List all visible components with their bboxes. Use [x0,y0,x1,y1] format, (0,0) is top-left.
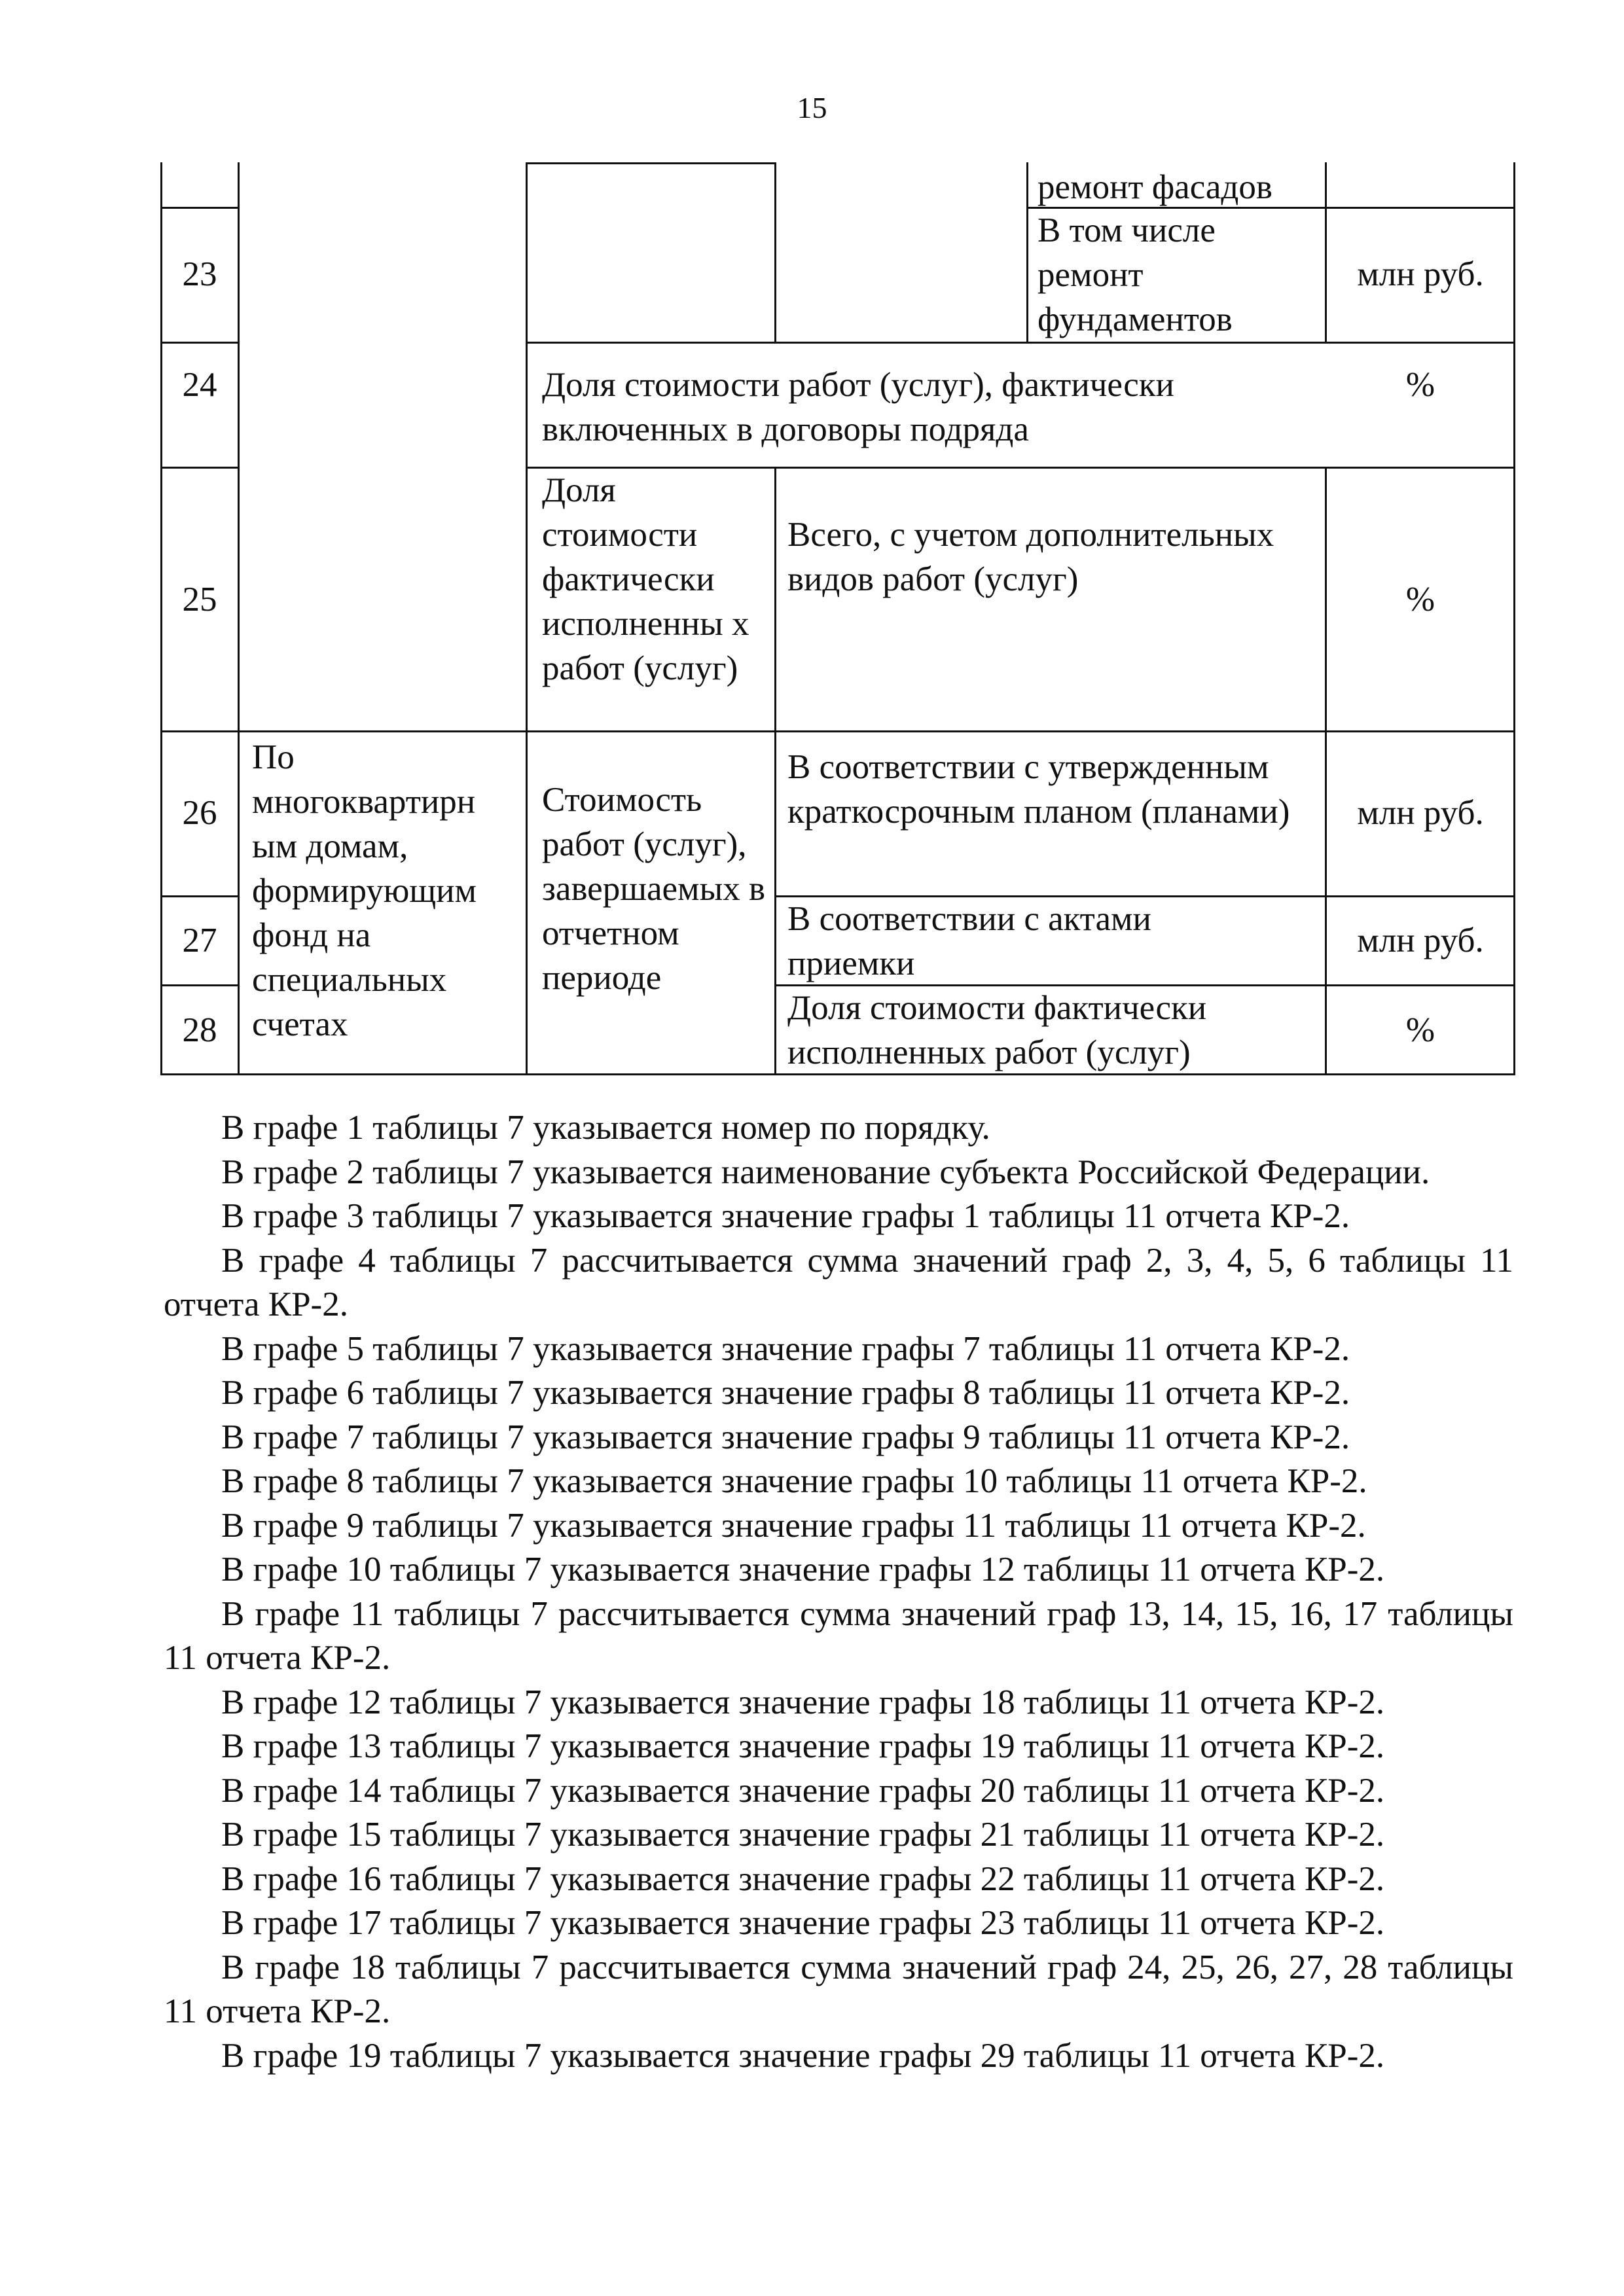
row-25-unit: % [1405,581,1435,619]
paragraph: В графе 11 таблицы 7 рассчитывается сумма значений граф 13, 14, 15, 16, 17 таблицы 11 отчета КР-2. [164,1594,1513,1677]
table-line [160,895,239,897]
page-number: 15 [797,91,827,124]
row-24-text: Доля стоимости работ (услуг), фактически включенных в договоры подряда [542,366,1174,448]
paragraph: В графе 8 таблицы 7 указывается значение графы 10 таблицы 11 отчета КР-2. [221,1462,1367,1500]
paragraph: В графе 13 таблицы 7 указывается значение графы 19 таблицы 11 отчета КР-2. [221,1727,1385,1765]
row-27-number: 27 [182,922,217,960]
row-23-text: В том числе ремонт фундаментов [1038,211,1233,338]
cell-completed-cost: Стоимость работ (услуг), завершаемых в отчетном периоде [542,781,765,997]
table-line [774,162,776,342]
paragraph: В графе 17 таблицы 7 указывается значение графы 23 таблицы 11 отчета КР-2. [221,1904,1385,1942]
cell-facade-repair: ремонт фасадов [1038,168,1272,206]
paragraph: В графе 10 таблицы 7 указывается значение графы 12 таблицы 11 отчета КР-2. [221,1551,1385,1588]
paragraph: В графе 2 таблицы 7 указывается наименование субъекта Российской Федерации. [221,1153,1430,1191]
table-line [527,162,776,164]
body-text [164,1106,1513,2078]
row-25-text: Всего, с учетом дополнительных видов работ (услуг) [787,516,1274,598]
row-26-text: В соответствии с утвержденным краткосрочным планом (планами) [787,748,1290,831]
paragraph: В графе 7 таблицы 7 указывается значение графы 9 таблицы 11 отчета КР-2. [221,1418,1350,1456]
paragraph: В графе 16 таблицы 7 указывается значение графы 22 таблицы 11 отчета КР-2. [221,1859,1385,1898]
table-line [160,730,1515,732]
paragraph: В графе 19 таблицы 7 указывается значение графы 29 таблицы 11 отчета КР-2. [221,2036,1385,2075]
table-line [160,207,239,209]
paragraph: В графе 1 таблицы 7 указывается номер по порядку. [221,1109,990,1147]
paragraph: В графе 9 таблицы 7 указывается значение графы 11 таблицы 11 отчета КР-2. [221,1506,1366,1545]
row-27-text: В соответствии с актами приемки [787,900,1151,982]
paragraph: В графе 6 таблицы 7 указывается значение графы 8 таблицы 11 отчета КР-2. [221,1374,1350,1412]
paragraph: В графе 15 таблицы 7 указывается значение графы 21 таблицы 11 отчета КР-2. [221,1816,1385,1854]
paragraph: В графе 14 таблицы 7 указывается значение графы 20 таблицы 11 отчета КР-2. [221,1771,1385,1810]
row-27-unit: млн руб. [1357,922,1484,960]
paragraph: В графе 4 таблицы 7 рассчитывается сумма значений граф 2, 3, 4, 5, 6 таблицы 11 отчета КР-2. [164,1241,1513,1323]
paragraph: В графе 3 таблицы 7 указывается значение графы 1 таблицы 11 отчета КР-2. [221,1197,1350,1235]
table-line [160,467,239,469]
table-line [1325,467,1327,1075]
table-line [160,342,239,344]
indicators-table [160,162,1515,1075]
row-26-number: 26 [182,794,217,832]
paragraph: В графе 5 таблицы 7 указывается значение графы 7 таблицы 11 отчета КР-2. [221,1329,1350,1368]
table-line [527,342,1515,344]
row-24-number: 24 [182,366,217,404]
row-25-group: Доля стоимости фактически исполненны х работ (услуг) [542,471,749,687]
row-23-number: 23 [182,255,217,293]
table-line [160,984,239,986]
paragraph: В графе 12 таблицы 7 указывается значение графы 18 таблицы 11 отчета КР-2. [221,1683,1385,1721]
row-23-unit: млн руб. [1357,255,1484,293]
row-28-text: Доля стоимости фактически исполненных работ (услуг) [787,989,1207,1071]
table-line [526,162,528,1075]
row-24-unit: % [1405,366,1435,404]
table-line [1026,162,1028,342]
row-28-number: 28 [182,1011,217,1049]
row-25-number: 25 [182,581,217,619]
row-28-unit: % [1405,1011,1435,1049]
table-line [774,467,776,1075]
row-26-unit: млн руб. [1357,794,1484,832]
paragraph: В графе 18 таблицы 7 рассчитывается сумма значений граф 24, 25, 26, 27, 28 таблицы 11 отчета КР-2. [164,1948,1513,2030]
cell-special-accounts: По многоквартирн ым домам, формирующим фонд на специальных счетах [252,738,477,1043]
